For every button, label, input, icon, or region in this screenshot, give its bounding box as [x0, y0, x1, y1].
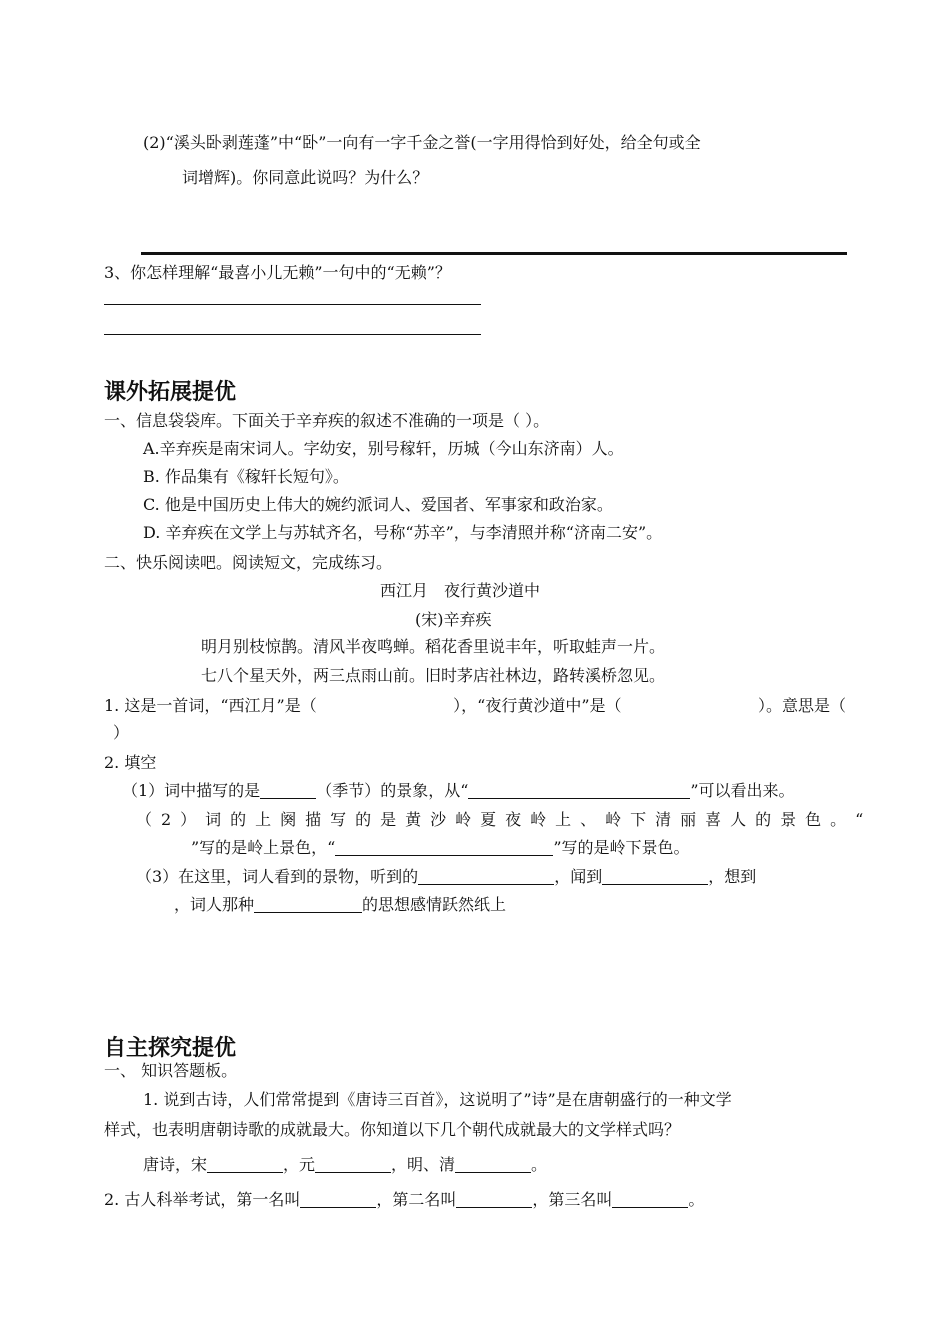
- fill-3-text-d: ，词人那种: [174, 895, 255, 914]
- fill-item-2-line-2: [191, 835, 690, 858]
- fill-blank[interactable]: [260, 782, 316, 799]
- fill-3-text-c: ，想到: [708, 867, 757, 886]
- q1-part-d: ）: [113, 723, 130, 742]
- q1-part-a: 1. 这是一首词，“西江月”是（: [104, 696, 317, 715]
- fill-blank[interactable]: [335, 839, 553, 856]
- fill-blank[interactable]: [602, 868, 708, 885]
- fill-item-3-line-1: [136, 864, 756, 887]
- question-2-line-2: 词增辉)。你同意此说吗？为什么？: [182, 168, 429, 187]
- fill-2-text-b: ”写的是岭下景色。: [553, 838, 690, 857]
- poem-author: (宋)辛弃疾: [415, 610, 492, 629]
- knowledge-q1-fill: [143, 1152, 547, 1175]
- q2-fill-text-a: 2. 古人科举考试，第一名叫: [104, 1190, 301, 1209]
- fill-1-text-a: （1）词中描写的是: [122, 781, 261, 800]
- option-a: A.辛弃疾是南宋词人。字幼安，别号稼轩，历城（今山东济南）人。: [143, 439, 624, 458]
- q1-fill-text-a: 唐诗，宋: [143, 1155, 208, 1174]
- option-b: B. 作品集有《稼轩长短句》。: [143, 467, 349, 486]
- answer-line[interactable]: [141, 252, 847, 255]
- question-2-line-1: (2)“溪头卧剥莲蓬”中“卧”一向有一字千金之誉(一字用得恰到好处，给全句或全: [143, 133, 701, 152]
- fill-blank[interactable]: [468, 782, 690, 799]
- fill-3-text-e: 的思想感情跃然纸上: [362, 895, 507, 914]
- q2-fill-text-c: ，第三名叫: [532, 1190, 613, 1209]
- poem-line-1: 明月别枝惊鹊。清风半夜鸣蝉。稻花香里说丰年，听取蛙声一片。: [201, 637, 666, 656]
- section-2-part-1-title: 一、 知识答题板。: [104, 1061, 238, 1080]
- answer-gap[interactable]: [370, 693, 400, 716]
- poem-title: 西江月 夜行黄沙道中: [380, 581, 541, 600]
- fill-blank[interactable]: [455, 1156, 531, 1173]
- fill-blank[interactable]: [300, 1191, 376, 1208]
- section-heading-inquiry: 自主探究提优: [104, 1036, 237, 1061]
- knowledge-q2-fill: [104, 1187, 704, 1210]
- q1-part-c: ）。意思是（: [757, 696, 846, 715]
- fill-item-1: [122, 778, 795, 801]
- q1-fill-text-c: ，明、清: [391, 1155, 456, 1174]
- section-heading-extension: 课外拓展提优: [104, 380, 237, 405]
- fill-2-text-line1: （2）词的上阕描写的是黄沙岭夏夜岭上、岭下清丽喜人的景色。“: [136, 810, 873, 829]
- answer-line[interactable]: [104, 334, 481, 335]
- answer-gap[interactable]: [675, 693, 705, 716]
- fill-item-3-line-2: [174, 892, 506, 915]
- fill-1-text-c: ”可以看出来。: [690, 781, 795, 800]
- q1-fill-text-d: 。: [531, 1155, 548, 1174]
- part-1-title: 一、信息袋袋库。下面关于辛弃疾的叙述不准确的一项是（ ）。: [104, 411, 550, 430]
- fill-blank[interactable]: [456, 1191, 532, 1208]
- knowledge-q1-line-2: 样式，也表明唐朝诗歌的成就最大。你知道以下几个朝代成就最大的文学样式吗？: [104, 1120, 681, 1139]
- poem-line-2: 七八个星天外，两三点雨山前。旧时茅店社林边，路转溪桥忽见。: [201, 666, 666, 685]
- q1-part-b: ），“夜行黄沙道中”是（: [453, 696, 622, 715]
- q2-fill-text-b: ，第二名叫: [376, 1190, 457, 1209]
- part-2-title: 二、快乐阅读吧。阅读短文，完成练习。: [104, 553, 393, 572]
- fill-2-text-a: ”写的是岭上景色，“: [191, 838, 336, 857]
- q2-fill-text-d: 。: [688, 1190, 705, 1209]
- fill-blank[interactable]: [315, 1156, 391, 1173]
- fill-1-text-b: （季节）的景象，从“: [316, 781, 469, 800]
- fill-3-text-a: （3）在这里，词人看到的景物，听到的: [136, 867, 419, 886]
- fill-blank[interactable]: [612, 1191, 688, 1208]
- fill-3-text-b: ，闻到: [554, 867, 603, 886]
- option-d: D. 辛弃疾在文学上与苏轼齐名，号称“苏辛”，与李清照并称“济南二安”。: [143, 523, 663, 542]
- reading-question-1: [104, 693, 846, 716]
- question-3: 3、你怎样理解“最喜小儿无赖”一句中的“无赖”？: [104, 263, 451, 282]
- knowledge-q1-line-1: 1. 说到古诗，人们常常提到《唐诗三百首》，这说明了”诗”是在唐朝盛行的一种文学: [143, 1090, 732, 1109]
- fill-blank[interactable]: [418, 868, 554, 885]
- q1-fill-text-b: ，元: [283, 1155, 316, 1174]
- fill-blank[interactable]: [207, 1156, 283, 1173]
- reading-question-2-title: 2. 填空: [104, 753, 157, 772]
- option-c: C. 他是中国历史上伟大的婉约派词人、爱国者、军事家和政治家。: [143, 495, 613, 514]
- fill-item-2-line-1: [136, 807, 873, 830]
- answer-line[interactable]: [104, 304, 481, 305]
- fill-blank[interactable]: [254, 896, 362, 913]
